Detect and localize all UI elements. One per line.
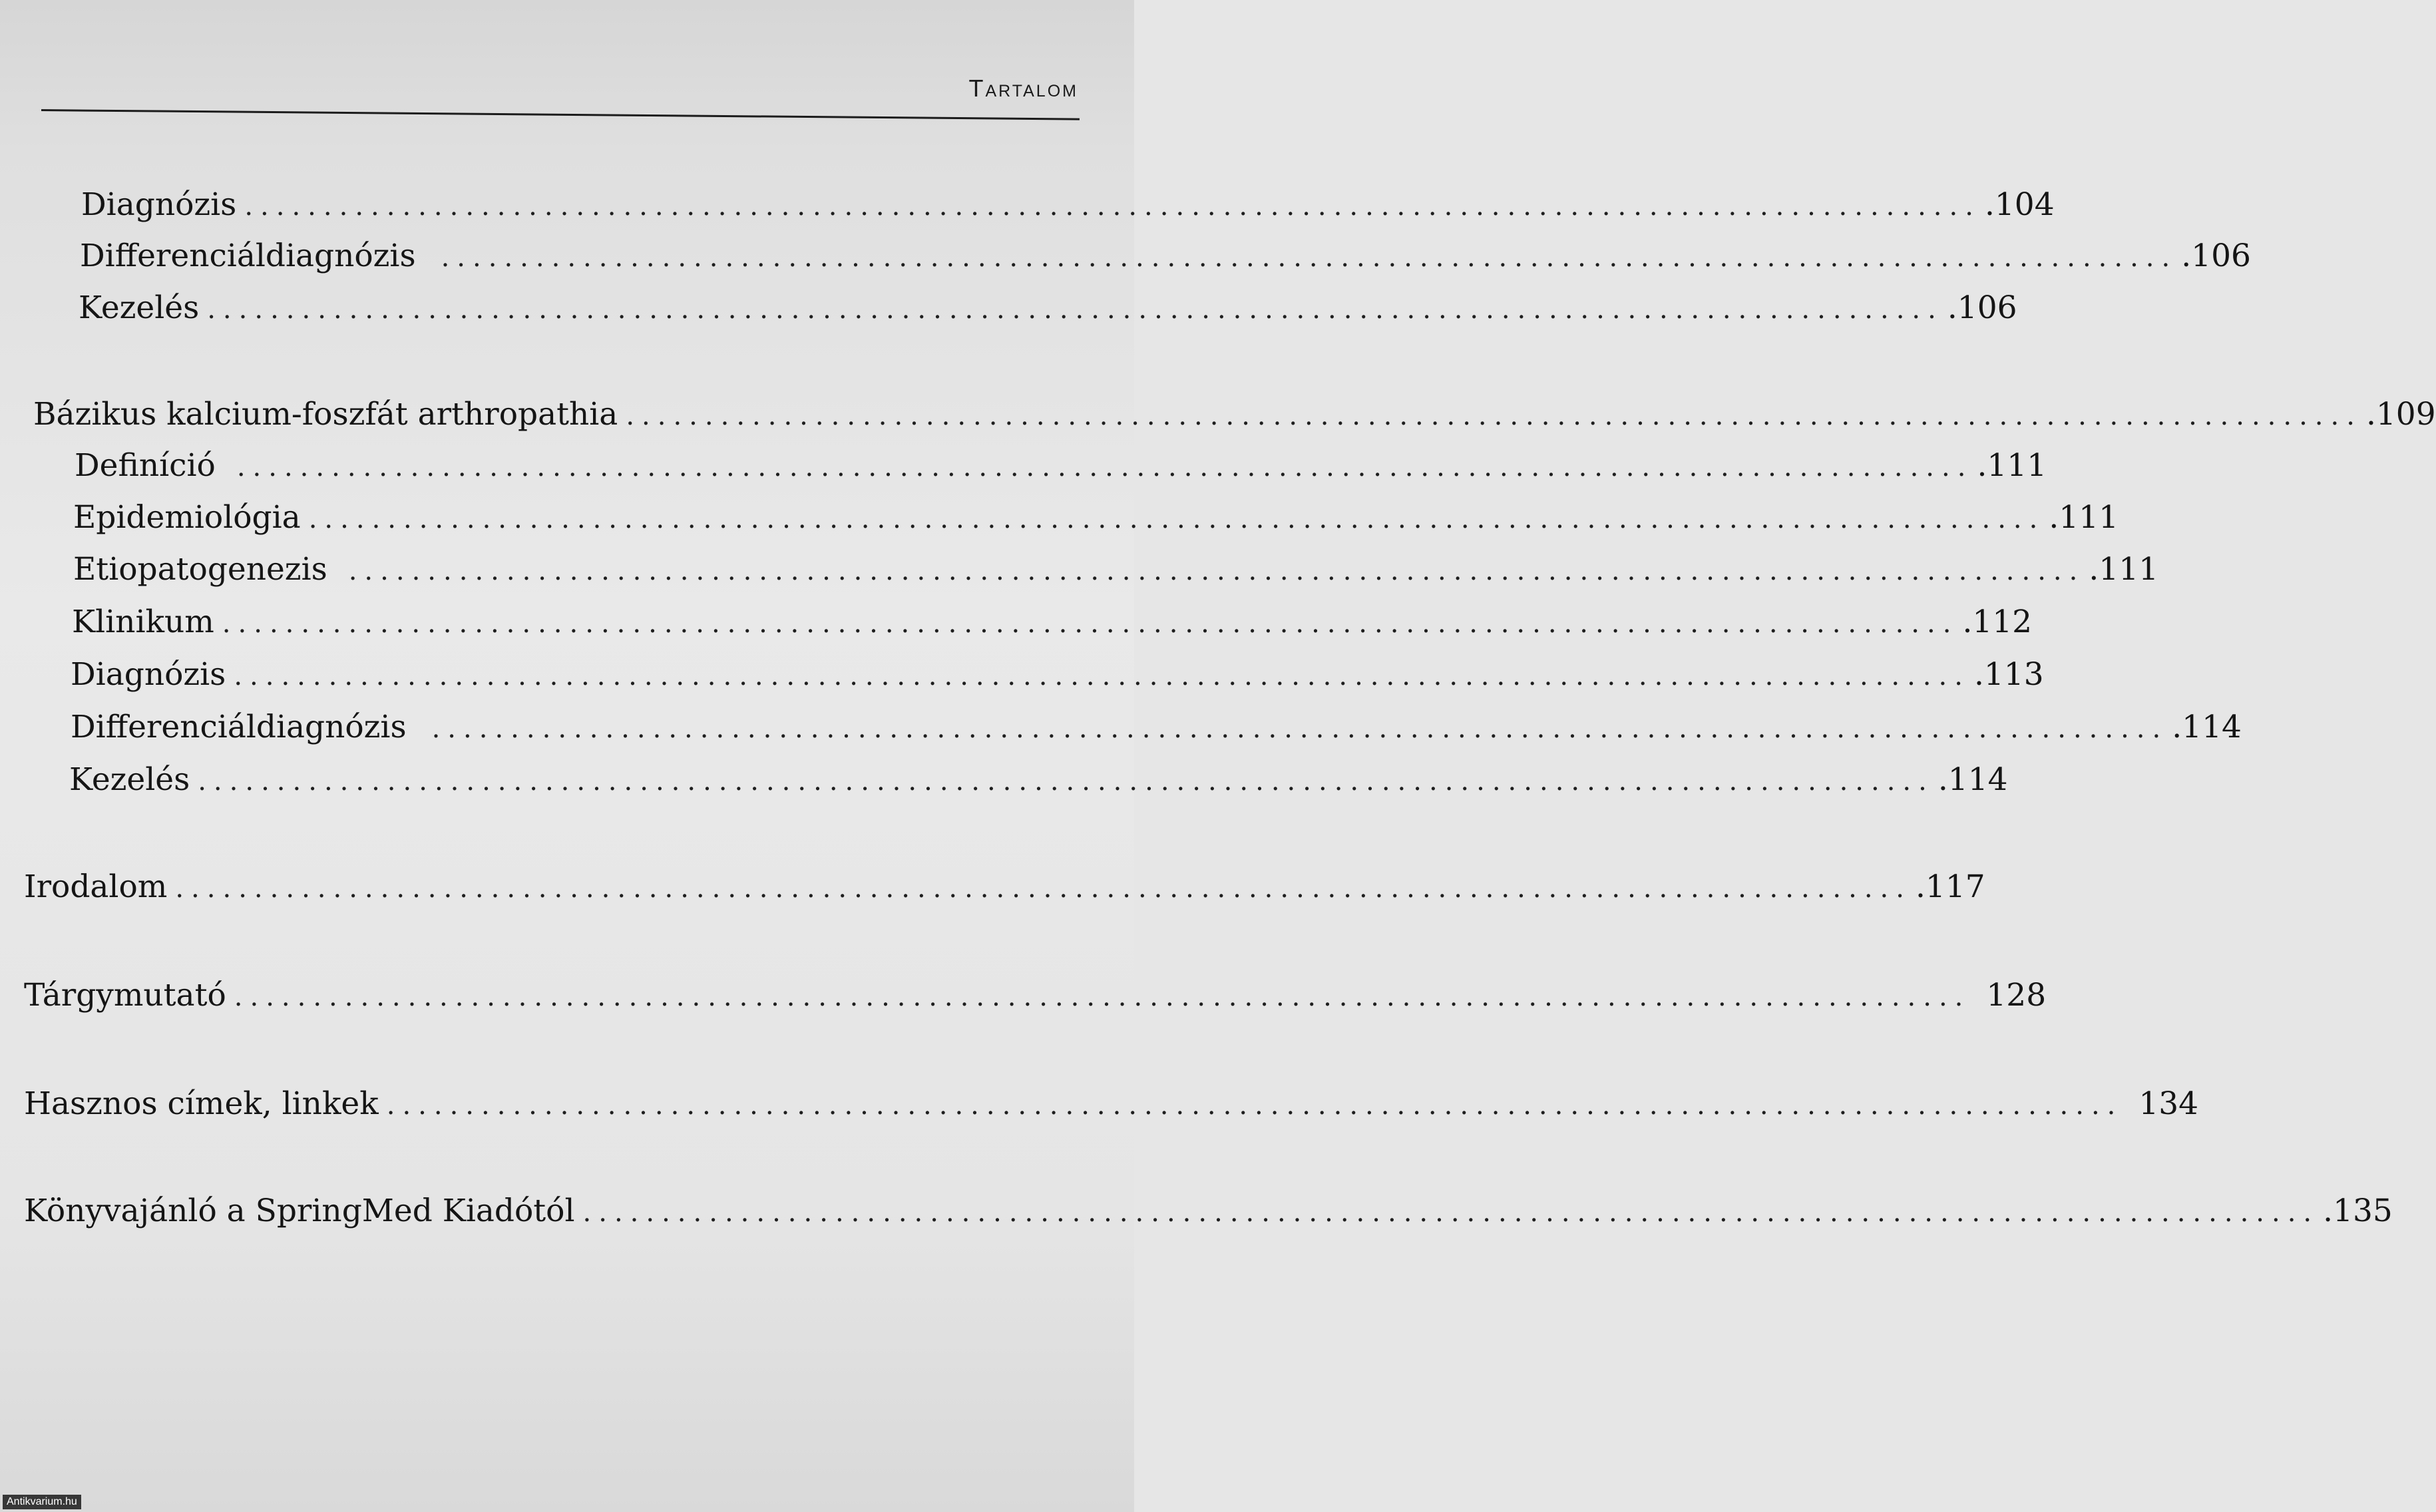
leader-dots: .............................................................................................................. [244, 191, 1981, 222]
leader-dots: .............................................................................................................. [348, 556, 2085, 586]
leader-dots: .............................................................................................................. [175, 873, 1912, 904]
toc-entry-title: Diagnózis [71, 656, 226, 693]
toc-entry-page: .113 [1973, 656, 2044, 693]
toc-entry-page: 128 [1986, 977, 2047, 1014]
toc-entry-title: Etiopatogenezis [73, 551, 327, 588]
toc-entry-title: Kezelés [79, 289, 200, 326]
toc-entry-title: Definíció [75, 447, 216, 484]
toc-entry [79, 288, 2017, 328]
toc-entry-title: Differenciáldiagnózis [80, 238, 416, 274]
toc-entry-title: Tárgymutató [24, 977, 226, 1014]
toc-entry-page: 134 [2138, 1085, 2199, 1122]
toc-entry [24, 976, 2047, 1016]
toc-entry [72, 602, 2033, 642]
toc-entry-title: Diagnózis [81, 186, 237, 223]
toc-entry-title: Könyvajánló a SpringMed Kiadótól [24, 1193, 575, 1229]
leader-dots: .............................................................................................................. [441, 242, 2178, 273]
toc-entry-page: .109 [2365, 396, 2436, 433]
toc-entry-page: .114 [1937, 761, 2008, 798]
toc-entry-page: .106 [1947, 289, 2017, 326]
leader-dots: .............................................................................................................. [222, 608, 1959, 639]
toc-entry-title: Epidemiológia [73, 499, 301, 536]
toc-entry-title: Hasznos címek, linkek [24, 1085, 379, 1122]
toc-entry-page: .114 [2172, 709, 2242, 745]
toc-entry-page: .111 [2089, 551, 2159, 588]
toc-entry-title: Bázikus kalcium-foszfát arthropathia [33, 396, 618, 433]
toc-entry [69, 760, 2008, 800]
toc-entry [24, 867, 1985, 907]
toc-entry-page: .111 [2049, 499, 2119, 536]
toc-entry-title: Irodalom [24, 868, 168, 905]
toc-entry-page: .104 [1984, 186, 2055, 223]
toc-entry [24, 1084, 2199, 1124]
toc-entry [73, 498, 2119, 538]
leader-dots: .............................................................................................................. [431, 713, 2168, 744]
leader-dots: .............................................................................................................. [207, 294, 1943, 325]
leader-dots: .............................................................................................................. [198, 766, 1934, 797]
toc-entry-page: .117 [1915, 868, 1985, 905]
toc-entry-page: .111 [1977, 447, 2047, 484]
toc-entry [80, 236, 2251, 276]
leader-dots: .............................................................................................................. [236, 452, 1973, 482]
toc-entry [71, 707, 2242, 747]
leader-dots: .............................................................................................................. [308, 504, 2045, 534]
toc-entry [81, 185, 2055, 225]
watermark-text: Antikvarium.hu [3, 1495, 81, 1509]
toc-entry [33, 395, 2436, 435]
leader-dots: .............................................................................................................. [386, 1090, 2123, 1121]
toc-entry-page: .135 [2323, 1193, 2393, 1229]
toc-entry-page: .112 [1962, 604, 2033, 640]
toc-entry-title: Kezelés [69, 761, 190, 798]
leader-dots: .............................................................................................................. [234, 661, 1970, 691]
toc-entry-page: .106 [2181, 238, 2251, 274]
toc-entry-title: Klinikum [72, 604, 214, 640]
leader-dots: .............................................................................................................. [582, 1197, 2320, 1228]
toc-entry [24, 1191, 2393, 1231]
toc-entry [75, 446, 2047, 486]
toc-entry [73, 550, 2159, 590]
leader-dots: .............................................................................................................. [626, 401, 2362, 431]
toc-entry-title: Differenciáldiagnózis [71, 709, 407, 745]
leader-dots: .............................................................................................................. [234, 982, 1971, 1012]
toc-entry [71, 655, 2044, 695]
running-title: Tartalom [968, 75, 1078, 102]
